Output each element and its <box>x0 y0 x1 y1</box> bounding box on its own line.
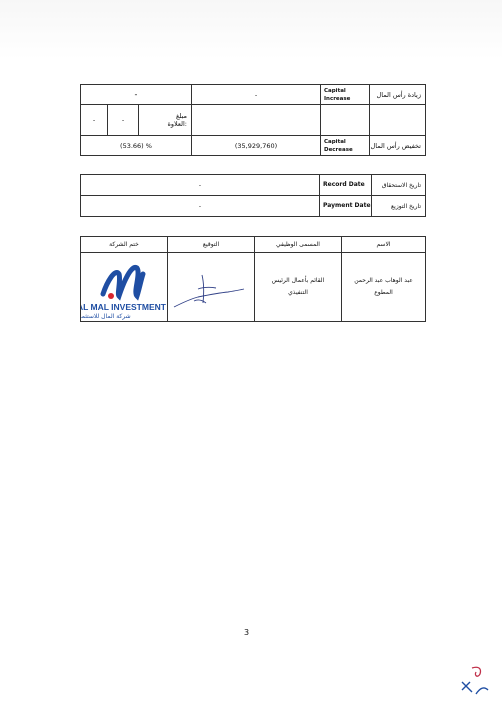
increase-en-label <box>321 85 370 105</box>
signature-table <box>80 236 426 322</box>
header-signature: التوقيع <box>168 237 255 253</box>
increase-en-1: Capital <box>324 87 346 94</box>
record-value: - <box>81 175 320 196</box>
handwritten-initials <box>458 660 492 700</box>
decrease-value: (35,929,760) <box>192 136 321 156</box>
header-stamp: ختم الشركة <box>81 237 168 253</box>
dates-table <box>80 174 426 217</box>
person-name-cell: عبد الوهاب عبد الرحمن المطوع <box>342 253 426 322</box>
increase-top-value: - <box>134 90 138 99</box>
amount-cell <box>81 105 192 136</box>
signature-cell <box>168 253 255 322</box>
amount-label <box>139 105 192 135</box>
page-number: 3 <box>244 628 250 637</box>
logo-text-ar: شركة المال للاستثمار <box>81 313 131 320</box>
company-logo <box>81 254 167 320</box>
decrease-en-2: Decrease <box>324 146 353 153</box>
decrease-percent: (53.66) % <box>81 136 192 156</box>
company-logo-icon <box>81 254 167 320</box>
decrease-en-1: Capital <box>324 138 346 145</box>
header-title: المسمى الوظيفي <box>255 237 342 253</box>
amount-a: - <box>81 105 108 135</box>
decrease-en-label <box>321 136 370 156</box>
payment-value: - <box>81 196 320 217</box>
capital-table <box>80 84 426 156</box>
header-name: الاسم <box>342 237 426 253</box>
handwritten-signature <box>168 253 254 319</box>
company-stamp-cell <box>81 253 168 322</box>
increase-en-2: Increase <box>324 95 351 102</box>
logo-text: AL MAL INVESTMENT <box>81 302 166 312</box>
amount-b: - <box>108 105 139 135</box>
decrease-ar-label: تخفيض رأس المال <box>370 136 426 156</box>
payment-en-label: Payment Date <box>320 196 372 217</box>
amount-ar-2: العلاوة: <box>167 120 187 128</box>
increase-ar-label: زيادة رأس المال <box>370 85 426 105</box>
record-ar-label: تاريخ الاستحقاق <box>372 175 426 196</box>
payment-ar-label: تاريخ التوزيع <box>372 196 426 217</box>
job-title-cell: القائم بأعمال الرئيس التنفيذي <box>255 253 342 322</box>
amount-ar-1: مبلغ <box>175 112 187 120</box>
record-en-label: Record Date <box>320 175 372 196</box>
percent-cell <box>81 85 192 105</box>
increase-value: - <box>192 85 321 105</box>
